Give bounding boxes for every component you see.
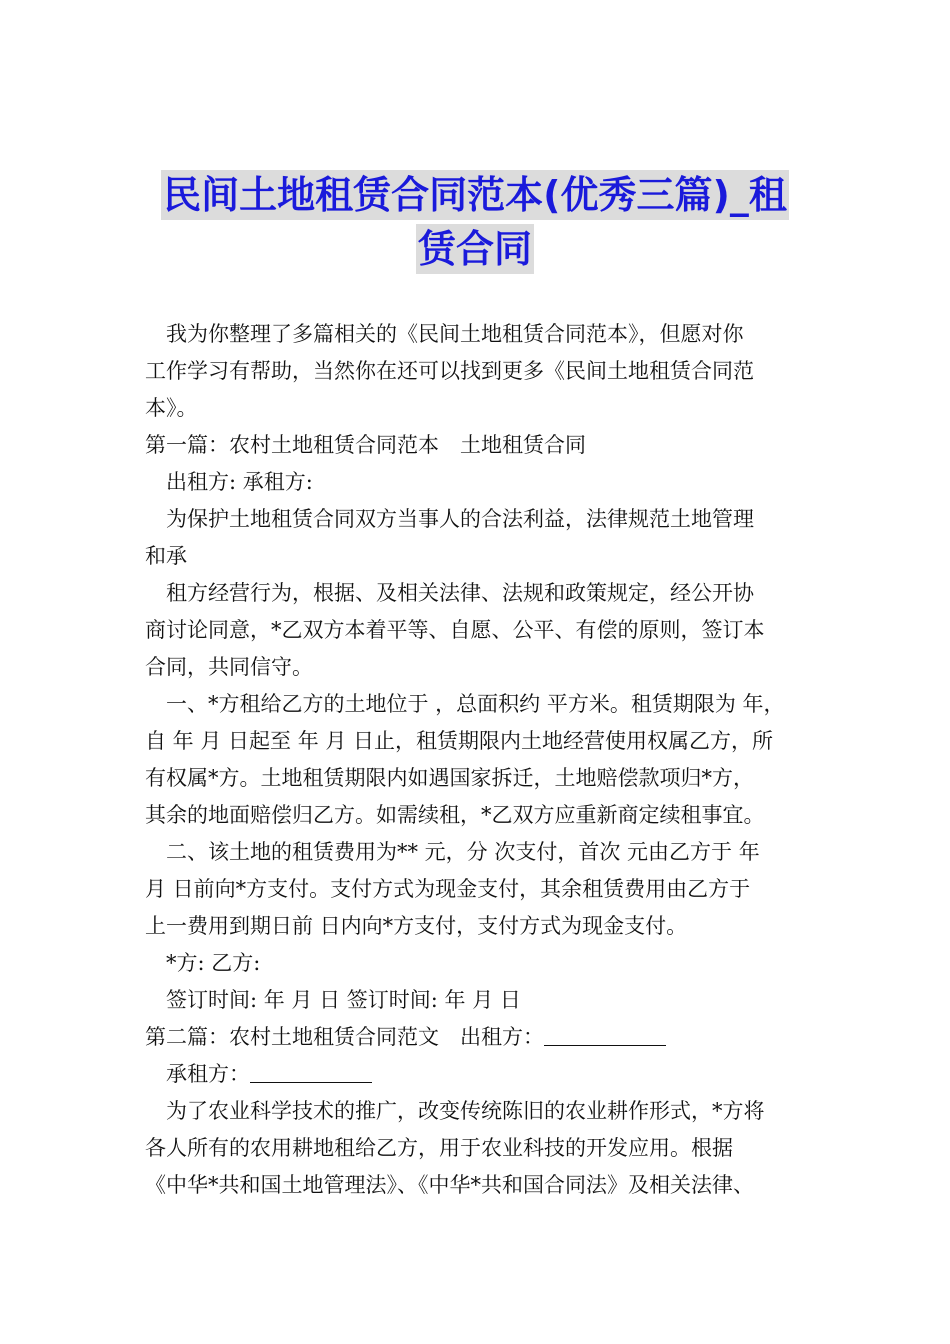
body-line: 其余的地面赔偿归乙方。如需续租，*乙双方应重新商定续租事宜。 <box>145 803 765 827</box>
body-line: 合同，共同信守。 <box>145 655 313 679</box>
body-line: 有权属*方。土地租赁期限内如遇国家拆迁，土地赔偿款项归*方， <box>145 766 754 790</box>
body-line: 和承 <box>145 544 187 568</box>
body-line: 一、*方租给乙方的土地位于 ，总面积约 平方米。租赁期限为 年， <box>166 692 785 716</box>
lessor-blank <box>544 1021 666 1046</box>
document-body <box>145 316 813 1204</box>
lessee-line <box>145 1056 813 1093</box>
body-line: 我为你整理了多篇相关的《民间土地租赁合同范本》，但愿对你 <box>166 322 744 346</box>
section-heading-2-text: 第二篇：农村土地租赁合同范文 出租方： <box>145 1025 544 1049</box>
body-line: 为保护土地租赁合同双方当事人的合法利益，法律规范土地管理 <box>166 507 754 531</box>
body-line: 商讨论同意，*乙双方本着平等、自愿、公平、有偿的原则，签订本 <box>145 618 765 642</box>
body-line: 工作学习有帮助，当然你在还可以找到更多《民间土地租赁合同范 <box>145 359 754 383</box>
section-heading-2 <box>145 1019 813 1056</box>
section-heading-1: 第一篇：农村土地租赁合同范本 土地租赁合同 <box>145 433 586 457</box>
body-line: 出租方: 承租方: <box>166 470 313 494</box>
body-line: 签订时间: 年 月 日 签订时间: 年 月 日 <box>166 988 521 1012</box>
lessee-blank <box>250 1058 372 1083</box>
body-line: 二、该土地的租赁费用为** 元，分 次支付，首次 元由乙方于 年 <box>166 840 760 864</box>
body-line: 自 年 月 日起至 年 月 日止，租赁期限内土地经营使用权属乙方，所 <box>145 729 774 753</box>
body-line: 本》。 <box>145 396 198 420</box>
body-line: 各人所有的农用耕地租给乙方，用于农业科技的开发应用。根据 <box>145 1136 733 1160</box>
document-title <box>0 170 950 278</box>
body-line: 上一费用到期日前 日内向*方支付，支付方式为现金支付。 <box>145 914 688 938</box>
body-line: 《中华*共和国土地管理法》、《中华*共和国合同法》及相关法律、 <box>145 1173 754 1197</box>
body-line: 月 日前向*方支付。支付方式为现金支付，其余租赁费用由乙方于 <box>145 877 751 901</box>
body-line: 为了农业科学技术的推广，改变传统陈旧的农业耕作形式，*方将 <box>166 1099 765 1123</box>
body-line: 租方经营行为，根据、及相关法律、法规和政策规定，经公开协 <box>166 581 754 605</box>
title-line-2: 赁合同 <box>416 224 534 274</box>
body-line: *方: 乙方: <box>166 951 261 975</box>
title-line-1: 民间土地租赁合同范本(优秀三篇)_租 <box>161 170 789 220</box>
lessee-label: 承租方： <box>166 1062 250 1086</box>
